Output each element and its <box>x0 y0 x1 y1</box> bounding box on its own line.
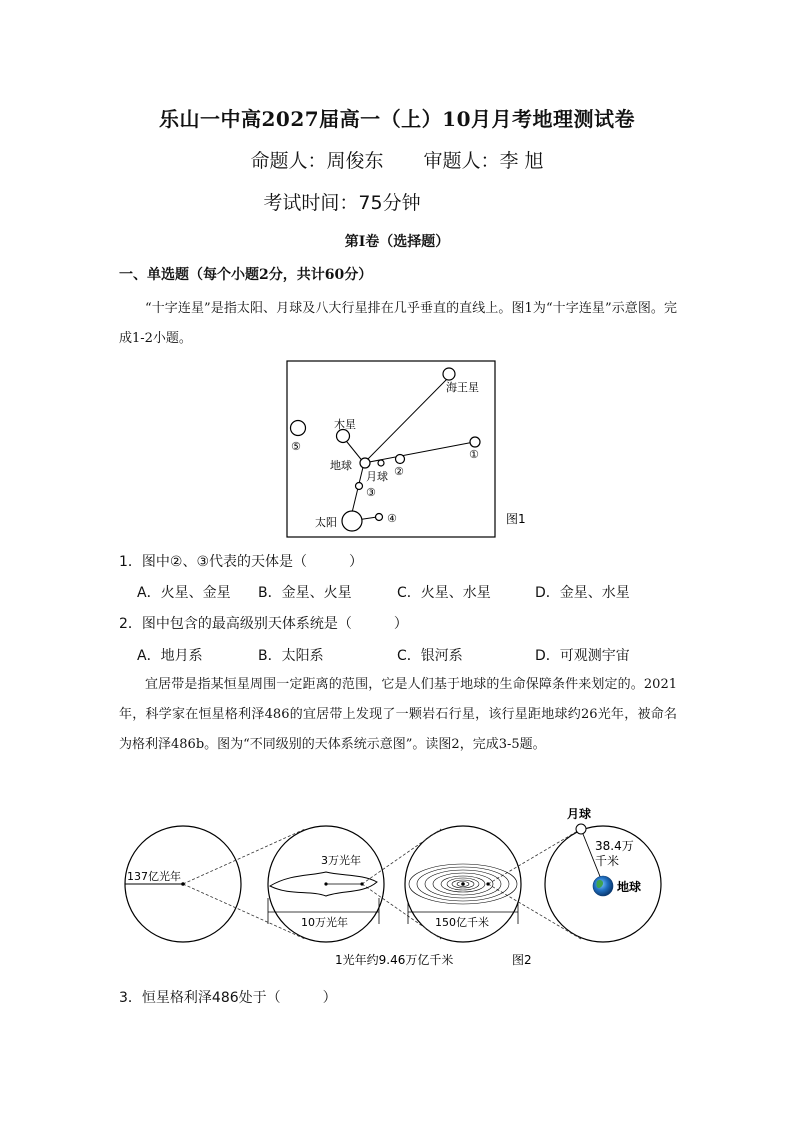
exam-authors <box>0 146 794 173</box>
label-neptune: 海王星 <box>446 381 479 394</box>
label-3: ③ <box>366 486 376 499</box>
sun-dot <box>461 882 465 886</box>
q1-option-a: A．火星、金星 <box>137 585 231 601</box>
volume-heading: 第Ⅰ卷（选择题） <box>344 234 450 250</box>
q2-option-d: D．可观测宇宙 <box>535 648 630 664</box>
planet-1-circle <box>470 437 480 447</box>
universe-center-dot <box>181 882 185 886</box>
question-2: 2．图中包含的最高级别天体系统是（ ） <box>119 616 408 632</box>
connector-1b <box>183 884 305 939</box>
planet-4-circle <box>376 514 383 521</box>
passage-2 <box>119 670 677 760</box>
jupiter-circle <box>337 430 350 443</box>
question-2-options <box>137 645 677 665</box>
passage-2-text: 宜居带是指某恒星周围一定距离的范围，它是人们基于地球的生命保障条件来划定的。2021年，科学家在恒星格利泽486的宜居带上发现了一颗岩石行星，该行星距地球约26光年，被命名为格利泽486b。图为“不同级别的天体系统示意图”。读图2，完成3-5题。 <box>119 677 677 752</box>
q2-option-b: B．太阳系 <box>258 648 324 664</box>
q1-option-b: B．金星、火星 <box>258 585 352 601</box>
label-moon: 月球 <box>366 470 388 483</box>
figure-1-caption: 图1 <box>506 512 526 526</box>
label-solar: 150亿千米 <box>435 916 489 929</box>
earth-globe <box>593 876 613 896</box>
q1-option-d: D．金星、水星 <box>535 585 630 601</box>
earth-orbit-dot <box>486 882 489 885</box>
q2-option-c: C．银河系 <box>397 648 463 664</box>
label-5: ⑤ <box>291 440 301 453</box>
reviewer-text: 审题人：李 旭 <box>423 150 544 172</box>
planet-3-circle <box>356 483 363 490</box>
question-3: 3．恒星格利泽486处于（ ） <box>119 990 337 1006</box>
q2-option-a: A．地月系 <box>137 648 203 664</box>
line-to-neptune <box>364 377 449 463</box>
figure-2-caption: 图2 <box>512 953 532 967</box>
label-distance-1: 38.4万 <box>595 839 634 853</box>
question-1: 1．图中②、③代表的天体是（ ） <box>119 554 364 570</box>
label-galaxy-width: 10万光年 <box>301 916 348 929</box>
planet-2-circle <box>396 455 405 464</box>
label-earth-fig2: 地球 <box>617 880 642 894</box>
setter-text: 命题人：周俊东 <box>250 150 384 172</box>
passage-1-text: “十字连星”是指太阳、月球及八大行星排在几乎垂直的直线上。图1为“十字连星”示意图。完成1-2小题。 <box>119 301 677 346</box>
earth-circle <box>360 458 370 468</box>
connector-1a <box>183 829 305 884</box>
label-jupiter: 木星 <box>334 418 356 431</box>
question-1-options <box>137 582 677 602</box>
label-2: ② <box>394 465 404 478</box>
label-distance-2: 千米 <box>595 854 620 868</box>
passage-1 <box>119 294 677 354</box>
part-heading: 一、单选题（每个小题2分，共计60分） <box>119 267 373 283</box>
label-4: ④ <box>387 512 397 525</box>
connector-3b <box>488 884 581 939</box>
connector-3a <box>488 829 581 884</box>
exam-time: 考试时间：75分钟 <box>263 192 421 214</box>
label-universe: 137亿光年 <box>127 870 181 883</box>
label-earth: 地球 <box>330 459 352 472</box>
sun-circle <box>342 511 362 531</box>
planet-5-circle <box>291 421 306 436</box>
figure-1-diagram <box>286 360 546 540</box>
q1-option-c: C．火星、水星 <box>397 585 491 601</box>
neptune-circle <box>443 368 455 380</box>
label-sun: 太阳 <box>315 516 337 529</box>
connector-2b <box>362 884 441 939</box>
figure-2-note: 1光年约9.46万亿千米 <box>335 953 454 967</box>
label-galaxy-thick: 3万光年 <box>321 854 361 867</box>
figure-2-diagram <box>115 802 675 974</box>
moon-circle <box>378 460 384 466</box>
label-1: ① <box>469 448 479 461</box>
exam-title: 乐山一中高2027届高一（上）10月月考地理测试卷 <box>159 107 635 131</box>
moon-circle-fig2 <box>576 824 586 834</box>
connector-2a <box>362 829 441 884</box>
label-moon-fig2: 月球 <box>567 807 592 821</box>
